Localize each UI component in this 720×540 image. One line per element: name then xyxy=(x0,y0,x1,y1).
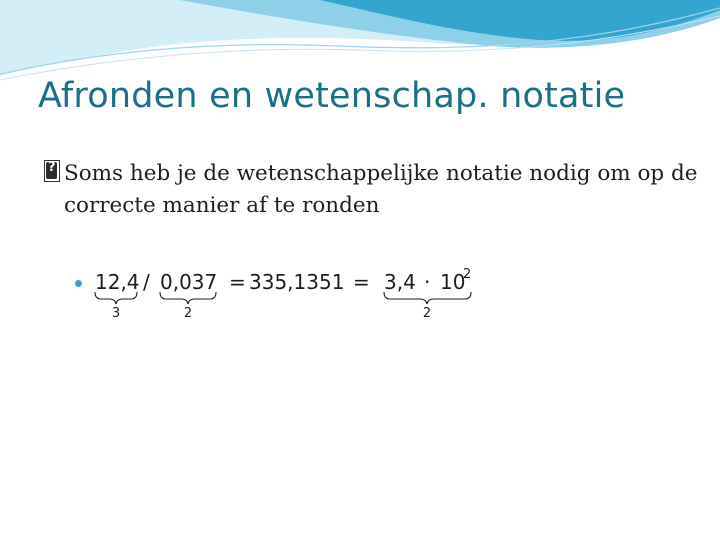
significant-figures-label: 2 xyxy=(183,306,193,321)
equation-equals-sign: = xyxy=(229,270,246,294)
underbrace xyxy=(95,292,137,304)
underbrace xyxy=(384,292,471,304)
question-mark-icon xyxy=(46,162,57,179)
equation-power-exponent: 2 xyxy=(463,267,472,282)
significant-figures-label: 2 xyxy=(422,306,432,321)
equation-times-sign: · xyxy=(424,270,431,294)
equation-term-denominator: 0,037 xyxy=(160,270,218,294)
equation-division-sign: / xyxy=(143,270,150,294)
bullet-dot-icon xyxy=(75,280,82,287)
body-text: Soms heb je de wetenschappelijke notatie nodig om op de correcte manier af te ronden xyxy=(64,161,698,218)
missing-glyph-bullet-icon xyxy=(44,160,60,182)
significant-figures-label: 3 xyxy=(111,306,121,321)
equation-result: 335,1351 xyxy=(249,270,345,294)
equation-term-numerator: 12,4 xyxy=(95,270,140,294)
slide-title: Afronden en wetenschap. notatie xyxy=(38,76,626,116)
equation-power-base: 10 xyxy=(440,270,466,294)
underbrace xyxy=(160,292,216,304)
equation-equals-sign: = xyxy=(353,270,370,294)
equation-mantissa: 3,4 xyxy=(384,270,416,294)
